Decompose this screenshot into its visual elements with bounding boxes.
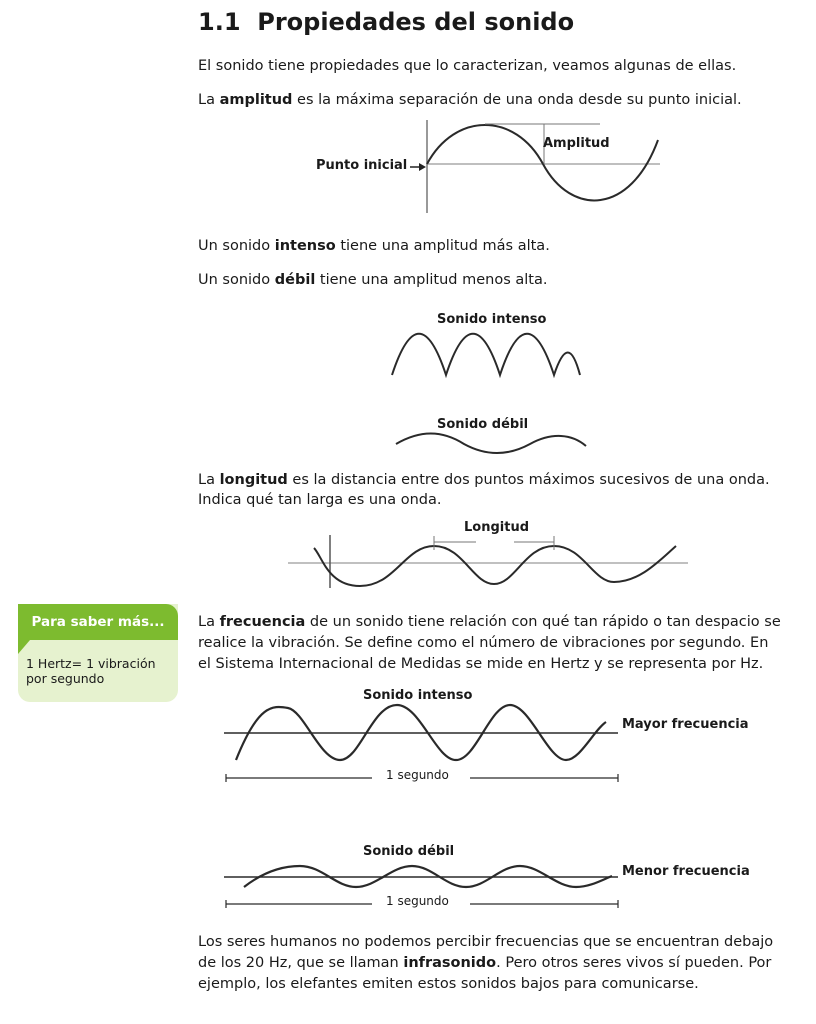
term-intenso: intenso — [274, 238, 336, 254]
loud-wave-label: Sonido intenso — [437, 312, 547, 327]
intro-paragraph: El sonido tiene propiedades que lo caracterizan, veamos algunas de ellas. — [198, 58, 737, 74]
closing-paragraph-line1: Los seres humanos no podemos percibir frecuencias que se encuentran debajo — [198, 934, 774, 950]
sidebar-text-line2: por segundo — [26, 671, 105, 686]
amplitude-label: Amplitud — [543, 136, 610, 151]
term-debil: débil — [274, 272, 316, 288]
text-fragment: Un sonido — [198, 272, 275, 288]
term-longitud: longitud — [219, 472, 288, 488]
text-fragment: La — [198, 614, 220, 630]
text-fragment: es la máxima separación de una onda desde su punto inicial. — [292, 92, 742, 108]
sidebar-title: Para saber más... — [18, 604, 178, 640]
text-fragment: de los 20 Hz, que se llaman — [198, 955, 404, 971]
text-fragment: La — [198, 472, 220, 488]
text-fragment: Un sonido — [198, 238, 275, 254]
closing-paragraph-line3: ejemplo, los elefantes emiten estos sonidos bajos para comunicarse. — [198, 976, 699, 992]
text-fragment: de un sonido tiene relación con qué tan rápido o tan despacio se — [305, 614, 781, 630]
low-frequency-scale-label: 1 segundo — [386, 894, 449, 908]
section-title-text: Propiedades del sonido — [257, 8, 575, 36]
high-frequency-scale-label: 1 segundo — [386, 768, 449, 782]
wavelength-paragraph-line2: Indica qué tan larga es una onda. — [198, 492, 442, 508]
text-fragment: . Pero otros seres vivos sí pueden. Por — [496, 955, 772, 971]
low-frequency-label: Menor frecuencia — [622, 864, 750, 879]
text-fragment: tiene una amplitud menos alta. — [315, 272, 548, 288]
term-frecuencia: frecuencia — [219, 614, 306, 630]
high-frequency-title: Sonido intenso — [363, 688, 473, 703]
start-point-label: Punto inicial — [316, 158, 408, 173]
high-frequency-label: Mayor frecuencia — [622, 717, 749, 732]
term-amplitud: amplitud — [219, 92, 293, 108]
text-fragment: tiene una amplitud más alta. — [335, 238, 550, 254]
term-infrasonido: infrasonido — [403, 955, 497, 971]
section-number: 1.1 — [198, 8, 241, 36]
sidebar-text-line1: 1 Hertz= 1 vibración — [26, 656, 156, 671]
frequency-paragraph-line2: realice la vibración. Se define como el número de vibraciones por segundo. En — [198, 635, 769, 651]
text-fragment: es la distancia entre dos puntos máximos sucesivos de una onda. — [287, 472, 770, 488]
closing-paragraph-line2 — [198, 953, 771, 973]
frequency-paragraph-line3: el Sistema Internacional de Medidas se mide en Hertz y se representa por Hz. — [198, 656, 764, 672]
soft-wave-label: Sonido débil — [437, 417, 529, 432]
wavelength-label: Longitud — [464, 520, 530, 535]
low-frequency-title: Sonido débil — [363, 844, 455, 859]
text-fragment: La — [198, 92, 220, 108]
